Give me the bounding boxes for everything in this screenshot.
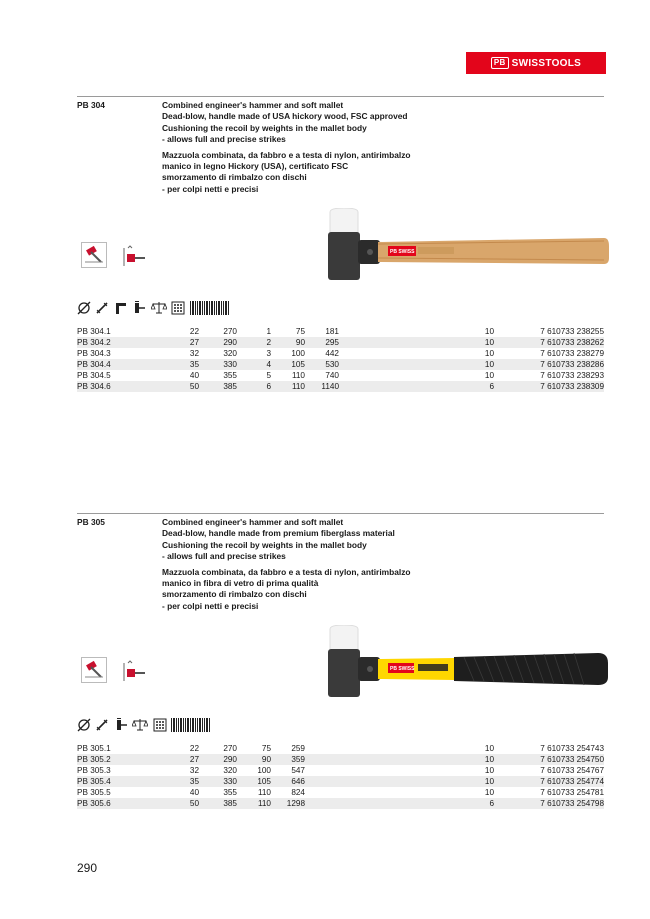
specs-table (77, 743, 604, 809)
cell: 90 (271, 337, 305, 348)
desc-line: Dead-blow, handle made from premium fiberglass material (162, 528, 395, 539)
cell: PB 305.6 (77, 798, 169, 809)
cell: 27 (169, 337, 199, 348)
desc-line: manico in fibra di vetro di prima qualità (162, 578, 319, 589)
cell: 32 (189, 349, 199, 358)
cell: 7 610733 238286 (494, 359, 604, 370)
cell: 270 (223, 327, 237, 336)
product-description (162, 517, 411, 616)
table-row (77, 326, 604, 337)
weight-icon (132, 718, 148, 732)
size-icon (114, 301, 128, 315)
cell: 290 (199, 754, 237, 765)
product-description (162, 100, 411, 199)
product-section-pb305 (77, 513, 604, 823)
application-icons (79, 238, 159, 274)
cell: 110 (237, 798, 271, 809)
pack-quantity-icon (153, 718, 167, 732)
cell: PB 304.4 (77, 359, 169, 370)
desc-line: Cushioning the recoil by weights in the mallet body (162, 122, 367, 133)
cell: 105 (271, 359, 305, 370)
cell: 75 (295, 327, 305, 336)
cell: 7 610733 254774 (494, 776, 604, 787)
table-row (77, 776, 604, 787)
cell: 320 (223, 349, 237, 358)
cell: 10 (339, 337, 494, 348)
cell: 7 610733 254767 (540, 766, 604, 775)
table-row (77, 337, 604, 348)
hammer-strike-icon (81, 242, 107, 268)
desc-line: - per colpi netti e precisi (162, 600, 259, 611)
desc-line: - per colpi netti e precisi (162, 183, 259, 194)
cell: 100 (257, 766, 271, 775)
cell: 22 (189, 744, 199, 753)
table-header (77, 301, 604, 321)
cell: 1140 (305, 381, 339, 392)
description-english (162, 517, 411, 563)
desc-line: - allows full and precise strikes (162, 134, 286, 145)
cell: 385 (199, 381, 237, 392)
cell: 2 (237, 337, 271, 348)
cell: PB 305.5 (77, 788, 111, 797)
cell: 7 610733 238279 (540, 349, 604, 358)
cell: 110 (271, 381, 305, 392)
application-icons (79, 653, 159, 689)
cell: 110 (291, 371, 305, 380)
specs-table (77, 326, 604, 392)
description-italian (162, 567, 411, 613)
section-divider (77, 96, 604, 97)
cell: 75 (261, 744, 271, 753)
weight-icon (151, 301, 167, 315)
desc-line: Combined engineer's hammer and soft mallet (162, 100, 344, 110)
cell: 90 (237, 754, 271, 765)
cell: 359 (271, 754, 305, 765)
cell: PB 305.1 (77, 744, 111, 753)
desc-line: smorzamento di rimbalzo con dischi (162, 589, 307, 600)
cell: PB 304.2 (77, 337, 169, 348)
section-divider (77, 513, 604, 514)
cell: 7 610733 254781 (540, 788, 604, 797)
cell: PB 305.3 (77, 766, 111, 775)
brand-logo (466, 52, 606, 74)
desc-line: Combined engineer's hammer and soft mallet (162, 517, 344, 527)
cell: 10 (484, 788, 494, 797)
cell: 100 (291, 349, 305, 358)
head-length-icon (114, 718, 128, 732)
cell: 110 (257, 788, 271, 797)
cell: 290 (199, 337, 237, 348)
cell: 7 610733 254750 (494, 754, 604, 765)
pack-quantity-icon (171, 301, 185, 315)
cell: 10 (484, 327, 494, 336)
cell: 10 (305, 776, 494, 787)
cell: 6 (305, 798, 494, 809)
cell: 7 610733 238293 (540, 371, 604, 380)
product-section-pb304 (77, 96, 604, 416)
cell: 355 (223, 788, 237, 797)
cell: 6 (339, 381, 494, 392)
cell: 50 (169, 381, 199, 392)
table-row (77, 765, 604, 776)
cell: 330 (199, 359, 237, 370)
table-row (77, 743, 604, 754)
recoil-free-icon (121, 659, 147, 685)
desc-line: smorzamento di rimbalzo con dischi (162, 172, 307, 183)
cell: 7 610733 238262 (494, 337, 604, 348)
cell: 10 (484, 371, 494, 380)
hammer-image-wooden (314, 208, 610, 284)
table-header (77, 718, 604, 738)
desc-line: manico in legno Hickory (USA), certificato FSC (162, 161, 349, 172)
desc-line: Mazzuola combinata, da fabbro e a testa di nylon, antirimbalzo (162, 149, 411, 160)
cell: 40 (189, 788, 199, 797)
cell: 50 (169, 798, 199, 809)
cell: 6 (237, 381, 271, 392)
cell: 7 610733 254798 (494, 798, 604, 809)
cell: PB 305.4 (77, 776, 169, 787)
cell: 740 (325, 371, 339, 380)
cell: 385 (199, 798, 237, 809)
diameter-icon (77, 301, 91, 315)
table-row (77, 381, 604, 392)
product-code: PB 304 (77, 100, 105, 110)
cell: 10 (305, 754, 494, 765)
length-icon (95, 301, 109, 315)
cell: 3 (266, 349, 271, 358)
brand-prefix: PB (491, 57, 509, 69)
cell: 4 (237, 359, 271, 370)
cell: PB 304.3 (77, 349, 111, 358)
cell: 270 (223, 744, 237, 753)
cell: 355 (223, 371, 237, 380)
cell: 530 (305, 359, 339, 370)
brand-name: SWISSTOOLS (511, 57, 582, 69)
desc-line: Cushioning the recoil by weights in the mallet body (162, 539, 367, 550)
table-row (77, 754, 604, 765)
svg-text:PB SWISS: PB SWISS (390, 666, 415, 672)
diameter-icon (77, 718, 91, 732)
barcode-icon (171, 718, 211, 732)
desc-line: Mazzuola combinata, da fabbro e a testa di nylon, antirimbalzo (162, 566, 411, 577)
table-row (77, 370, 604, 381)
cell: 1 (266, 327, 271, 336)
cell: PB 305.2 (77, 754, 169, 765)
cell: 442 (325, 349, 339, 358)
cell: 824 (291, 788, 305, 797)
recoil-free-icon (121, 244, 147, 270)
cell: 22 (189, 327, 199, 336)
cell: 10 (339, 359, 494, 370)
length-icon (95, 718, 109, 732)
table-row (77, 359, 604, 370)
hammer-image-fiberglass (314, 625, 610, 701)
cell: 10 (484, 349, 494, 358)
cell: 10 (484, 766, 494, 775)
product-code: PB 305 (77, 517, 105, 527)
cell: 10 (484, 744, 494, 753)
cell: 27 (169, 754, 199, 765)
cell: PB 304.5 (77, 371, 111, 380)
cell: 35 (169, 359, 199, 370)
cell: 646 (271, 776, 305, 787)
cell: 1298 (271, 798, 305, 809)
cell: 7 610733 238255 (540, 327, 604, 336)
cell: 32 (189, 766, 199, 775)
table-row (77, 798, 604, 809)
cell: 35 (169, 776, 199, 787)
cell: PB 304.1 (77, 327, 111, 336)
cell: 547 (291, 766, 305, 775)
desc-line: Dead-blow, handle made of USA hickory wood, FSC approved (162, 111, 408, 122)
cell: 259 (291, 744, 305, 753)
cell: 7 610733 238309 (494, 381, 604, 392)
barcode-icon (190, 301, 230, 315)
table-row (77, 787, 604, 798)
hammer-strike-icon (81, 657, 107, 683)
cell: 330 (199, 776, 237, 787)
cell: 181 (325, 327, 339, 336)
desc-line: - allows full and precise strikes (162, 551, 286, 562)
table-row (77, 348, 604, 359)
head-length-icon (132, 301, 146, 315)
cell: 295 (305, 337, 339, 348)
cell: 40 (189, 371, 199, 380)
description-english (162, 100, 411, 146)
svg-text:PB SWISS: PB SWISS (390, 249, 415, 255)
cell: 105 (237, 776, 271, 787)
description-italian (162, 150, 411, 196)
cell: 7 610733 254743 (540, 744, 604, 753)
cell: 320 (223, 766, 237, 775)
page-number: 290 (77, 861, 98, 875)
cell: 5 (266, 371, 271, 380)
cell: PB 304.6 (77, 381, 169, 392)
